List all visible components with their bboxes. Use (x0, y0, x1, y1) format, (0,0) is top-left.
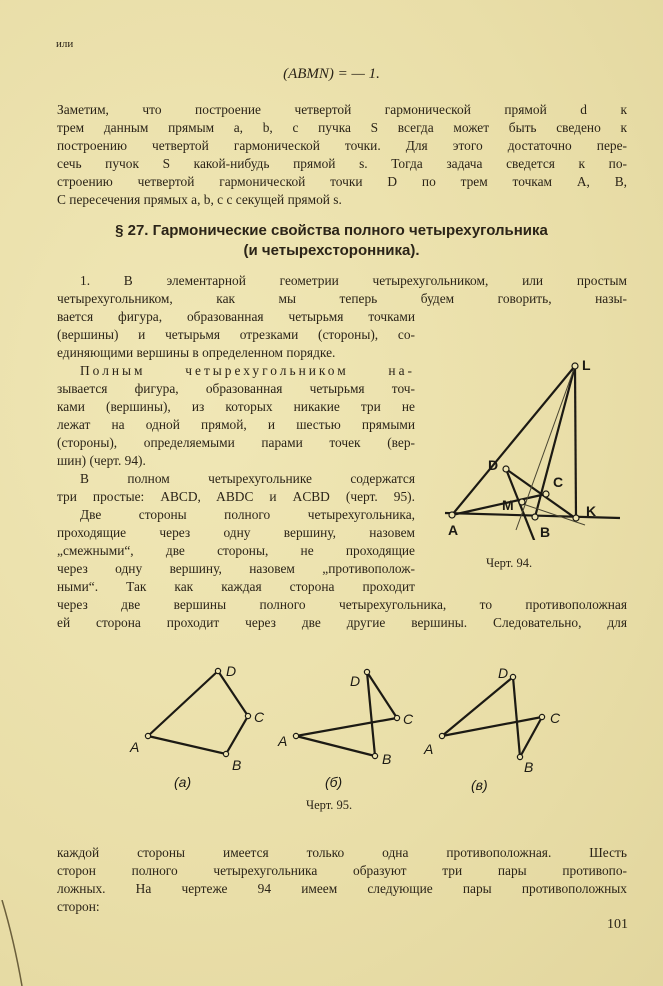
para1-line: трем данным прямым a, b, c пучка S всегда может быть сведено к (57, 120, 627, 135)
para1-line: C пересечения прямых a, b, c с секущей прямой s. (57, 192, 342, 207)
narrow-line: Две стороны полного четырехугольника, (80, 507, 415, 522)
label-a-C: C (254, 709, 265, 725)
label-M: M (502, 497, 514, 513)
narrow-line: зывается фигура, образованная четырьмя точ- (57, 381, 415, 396)
figure-95-caption: Черт. 95. (306, 798, 353, 812)
para4-line: каждой стороны имеется только одна противоположная. Шесть (57, 845, 627, 860)
narrow-line: (стороны), определяемыми парами точек (вер- (57, 435, 415, 450)
label-D: D (488, 457, 499, 473)
section-heading-line2: (и четырехсторонника). (243, 242, 420, 259)
narrow-line: три простые: ABCD, ABDC и ACBD (черт. 95). (57, 489, 415, 504)
subfig-b-label: (б) (325, 774, 343, 790)
label-b-B: B (382, 751, 392, 767)
label-C: C (553, 474, 564, 490)
figure-94-caption: Черт. 94. (486, 556, 533, 570)
para4-line: ложных. На чертеже 94 имеем следующие пары противоположных (57, 881, 627, 896)
para1-line: строению четвертой гармонической точки D по трем точкам A, B, (57, 174, 627, 189)
narrow-line: через одну вершину, назовем „противополож- (57, 561, 415, 576)
top-word: или (56, 38, 74, 50)
section-heading: § 27. Гармонические свойства полного четырехугольника (115, 222, 548, 239)
narrow-line: единяющими вершины в определенном порядке. (57, 345, 336, 360)
label-c-D: D (498, 665, 509, 681)
label-B: B (540, 524, 551, 540)
label-K: K (586, 503, 597, 519)
subfig-a-label: (а) (174, 774, 192, 790)
para2-line: четырехугольником, как мы теперь будем говорить, назы- (57, 291, 627, 306)
label-b-C: C (403, 711, 414, 727)
label-b-A: A (278, 733, 288, 749)
narrow-line: проходящие через одну вершину, назовем (57, 525, 415, 540)
label-a-A: A (130, 739, 140, 755)
label-c-B: B (524, 759, 534, 775)
narrow-line: В полном четырехугольнике содержатся (80, 471, 415, 486)
label-a-D: D (226, 663, 237, 679)
para3-line: ей сторона проходит через две другие вершины. Следовательно, для (57, 615, 627, 630)
narrow-line: шин) (черт. 94). (57, 453, 146, 468)
formula (0, 66, 663, 83)
label-c-A: A (424, 741, 434, 757)
page-edge-crease (0, 900, 30, 986)
label-b-D: D (350, 673, 361, 689)
narrow-line: вается фигура, образованная четырьмя точками (57, 309, 415, 324)
figure-94 (430, 320, 640, 540)
formula-text: (ABMN) = — 1. (283, 66, 380, 82)
narrow-line: (вершины) и четырьмя отрезками (стороны), со- (57, 327, 415, 342)
narrow-line: „смежными“, две стороны, не проходящие (57, 543, 415, 558)
narrow-line: ными“. Так как каждая сторона проходит (57, 579, 415, 594)
label-a-B: B (232, 757, 242, 773)
para1-line: сечь пучок S какой-нибудь прямой s. Тогда задача сведется к по- (57, 156, 627, 171)
narrow-line: лежат на одной прямой, и шестью прямыми (57, 417, 415, 432)
para3-line: через две вершины полного четырехугольника, то противоположная (57, 597, 627, 612)
para4-line: сторон: (57, 899, 100, 914)
figure-95 (100, 650, 580, 800)
para1-line: построению четвертой гармонической точки. Для этого достаточно пере- (57, 138, 627, 153)
para2-line: 1. В элементарной геометрии четырехугольником, или простым (80, 273, 627, 288)
label-A: A (448, 522, 459, 538)
para1-line: Заметим, что построение четвертой гармонической прямой d к (57, 102, 627, 117)
narrow-line: Полным четырехугольником на- (80, 363, 415, 378)
page-number: 101 (607, 917, 628, 932)
subfig-c-label: (в) (471, 777, 488, 793)
para4-line: сторон полного четырехугольника образуют три пары противопо- (57, 863, 627, 878)
narrow-line: ками (вершины), из которых никакие три не (57, 399, 415, 414)
label-c-C: C (550, 710, 561, 726)
label-L: L (582, 357, 591, 373)
